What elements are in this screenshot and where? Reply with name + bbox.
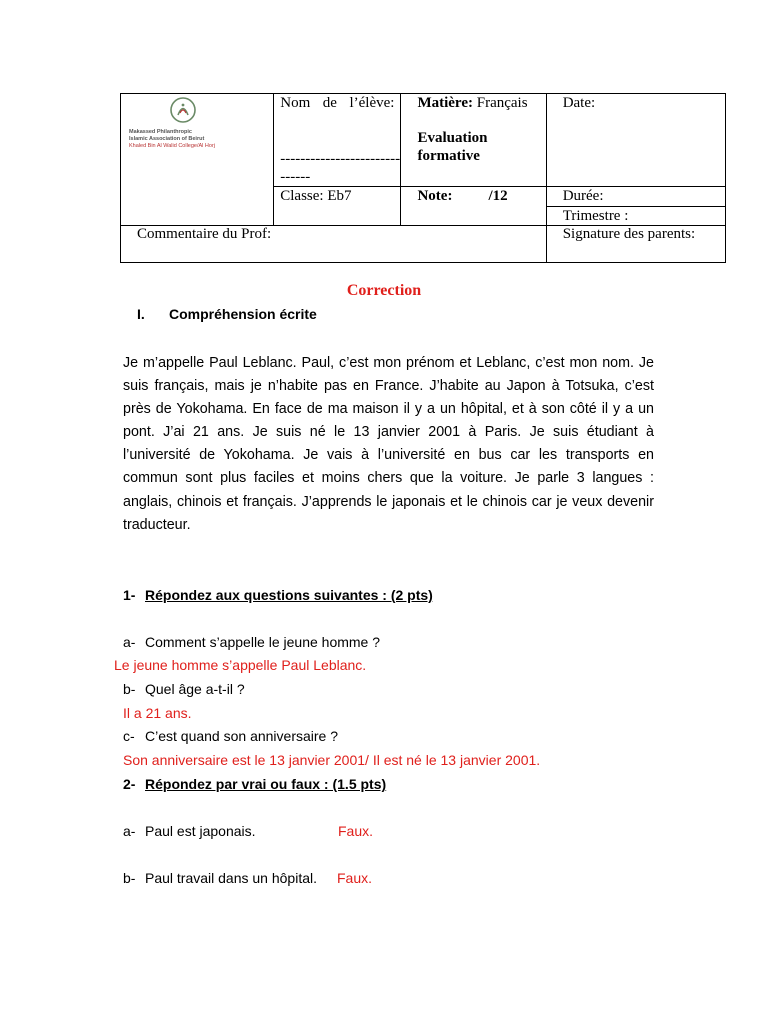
- evaluation-type: Evaluation formative: [417, 130, 488, 164]
- school-logo-icon: [169, 96, 197, 124]
- q1-heading: [123, 587, 433, 605]
- q1-question-b: b- Quel âge a-t-il ?: [123, 681, 245, 697]
- q1-title: Répondez aux questions suivantes : (2 pts): [145, 587, 433, 603]
- q2-number: 2-: [123, 776, 136, 792]
- correction-title: Correction: [346, 282, 422, 299]
- note-value: /12: [488, 188, 508, 204]
- logo-cell: [121, 94, 274, 226]
- name-label-word-1: Nom: [280, 95, 311, 111]
- q2-answer-b: Faux.: [337, 870, 373, 886]
- section-title: Compréhension écrite: [169, 306, 317, 322]
- parent-signature-label: Signature des parents:: [562, 226, 696, 242]
- subject-value: Français: [472, 95, 528, 111]
- trimester-label[interactable]: Trimestre :: [562, 208, 629, 224]
- q1-answer-c: Son anniversaire est le 13 janvier 2001/ Il est né le 13 janvier 2001.: [123, 752, 541, 768]
- q1-question-c: c- C’est quand son anniversaire ?: [123, 728, 339, 744]
- q1-number: 1-: [123, 587, 136, 603]
- logo-line-1: Makassed Philanthropic: [129, 129, 192, 135]
- name-label-word-3: l’élève:: [349, 95, 395, 111]
- q1-answer-b: Il a 21 ans.: [123, 705, 192, 721]
- note-cell[interactable]: [401, 187, 546, 226]
- student-name-field[interactable]: ------------------------------: [280, 151, 401, 185]
- q1-answer-a: Le jeune homme s’appelle Paul Leblanc.: [114, 657, 367, 673]
- section-number: I.: [137, 306, 145, 322]
- header-table: [120, 93, 726, 263]
- date-label: Date:: [562, 95, 596, 111]
- name-label-word-2: de: [322, 95, 337, 111]
- date-cell[interactable]: [546, 94, 725, 187]
- class-cell: [274, 187, 401, 226]
- subject-cell: [401, 94, 546, 187]
- reading-paragraph: Je m’appelle Paul Leblanc. Paul, c’est mon prénom et Leblanc, c’est mon nom. Je suis français, mais je n’habite pas en France. J’habite au Japon à Totsuka, c’est près de Yokohama. En face de ma maison il y a un hôpital, et à son côté il y a un pont. J’ai 21 ans. Je suis né le 13 janvier 2001 à Paris. Je suis étudiant à l’université de Yokohama. Je vais à l’université en bus car les transports en commun sont plus faciles et moins chers que la voiture. Je parle 3 langues : anglais, chinois et français. J’apprends le japonais et le chinois car je veux devenir traducteur.: [123, 355, 654, 533]
- logo-line-2: Islamic Association of Beirut: [129, 136, 205, 142]
- teacher-comment-cell[interactable]: [121, 226, 547, 263]
- q2-statement-a: a- Paul est japonais.: [123, 823, 256, 839]
- q2-statement-b: b- Paul travail dans un hôpital.: [123, 870, 317, 886]
- logo-line-3: Khaled Bin Al Walid College/Al Horj: [129, 143, 216, 149]
- section-heading: [137, 306, 317, 322]
- teacher-comment-label: Commentaire du Prof:: [137, 226, 272, 242]
- duration-label[interactable]: Durée:: [547, 187, 725, 207]
- q1-question-a: a- Comment s’appelle le jeune homme ?: [123, 634, 381, 650]
- note-label: Note:: [417, 188, 453, 204]
- parent-signature-cell[interactable]: [546, 226, 725, 263]
- subject-label: Matière:: [417, 95, 473, 111]
- student-name-cell: [274, 94, 401, 187]
- q2-heading: [123, 776, 386, 794]
- class-label: Classe: Eb7: [280, 188, 352, 204]
- duration-trimester-cell: [546, 187, 725, 226]
- q2-answer-a: Faux.: [338, 823, 374, 839]
- q2-title: Répondez par vrai ou faux : (1.5 pts): [145, 776, 387, 792]
